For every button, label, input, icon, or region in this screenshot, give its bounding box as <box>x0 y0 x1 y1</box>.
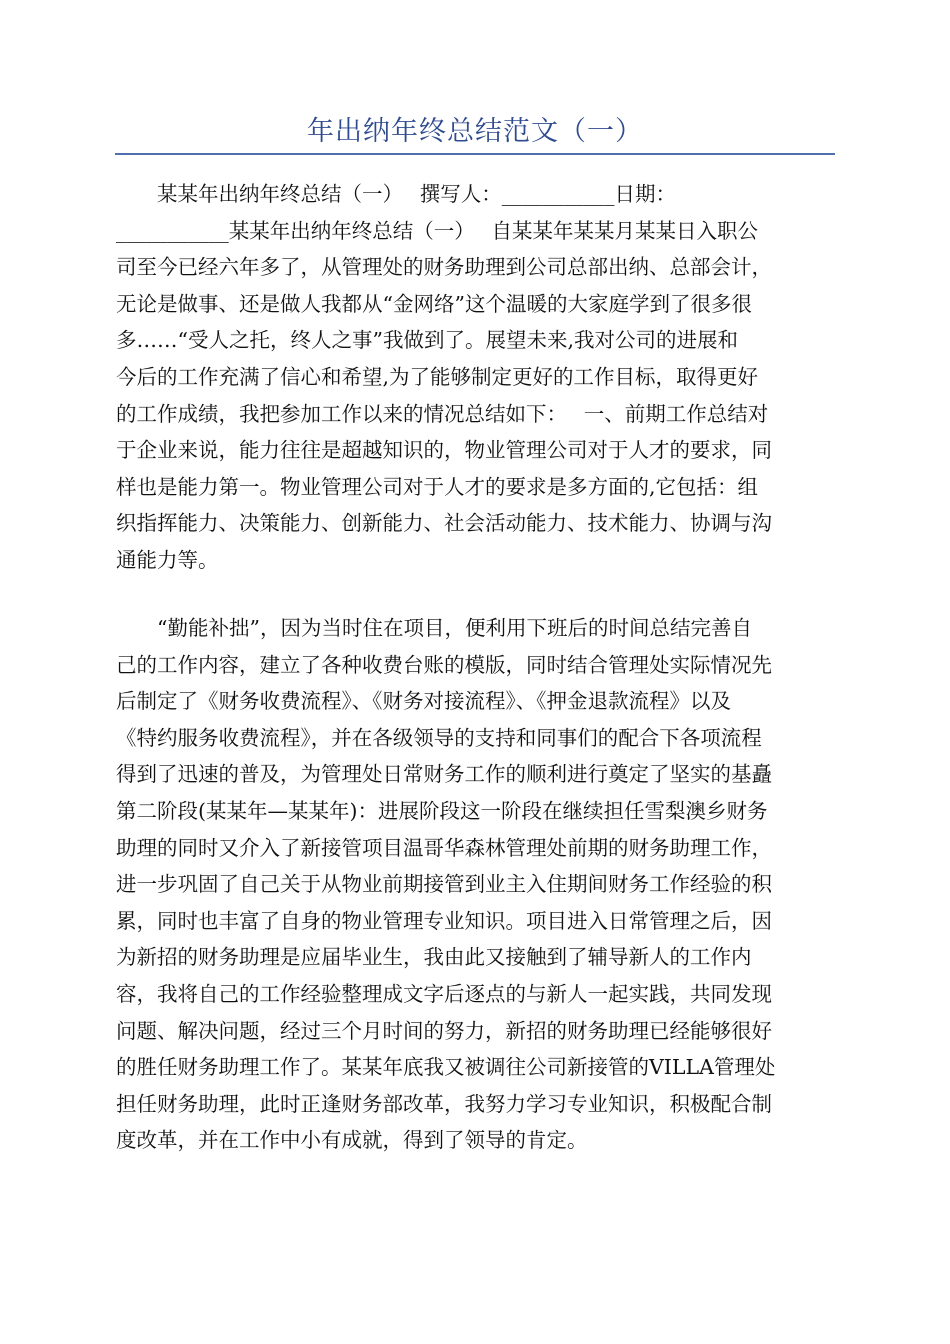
text-line: 助理的同时又介入了新接管项目温哥华森林管理处前期的财务助理工作， <box>116 835 772 860</box>
text-line: 织指挥能力、决策能力、创新能力、社会活动能力、技术能力、协调与沟 <box>116 511 772 536</box>
text-line: 度改革，并在工作中小有成就，得到了领导的肯定。 <box>116 1128 588 1153</box>
text-line: 后制定了《财务收费流程》、《财务对接流程》、《押金退款流程》以及 <box>116 689 731 714</box>
text-line: 己的工作内容，建立了各种收费台账的模版，同时结合管理处实际情况先 <box>116 652 772 677</box>
text-line: 样也是能力第一。物业管理公司对于人才的要求是多方面的,它包括：组 <box>116 474 759 499</box>
text-line: 于企业来说，能力往往是超越知识的，物业管理公司对于人才的要求，同 <box>116 438 772 463</box>
text-line: 累，同时也丰富了自身的物业管理专业知识。项目进入日常管理之后，因 <box>116 908 772 933</box>
text-line: 无论是做事、还是做人我都从“金网络”这个温暖的大家庭学到了很多很 <box>116 291 752 316</box>
text-line: 得到了迅速的普及，为管理处日常财务工作的顺利进行奠定了坚实的基矗 <box>116 762 772 787</box>
text-line: 《特约服务收费流程》，并在各级领导的支持和同事们的配合下各项流程 <box>116 725 762 750</box>
text-line: 担任财务助理，此时正逢财务部改革，我努力学习专业知识，积极配合制 <box>116 1091 772 1116</box>
text-line: 容，我将自己的工作经验整理成文字后逐点的与新人一起实践，共同发现 <box>116 981 772 1006</box>
text-line: 今后的工作充满了信心和希望,为了能够制定更好的工作目标，取得更好 <box>116 364 759 389</box>
text-line: 为新招的财务助理是应届毕业生，我由此又接触到了辅导新人的工作内 <box>116 945 752 970</box>
text-line: 的工作成绩，我把参加工作以来的情况总结如下： 一、前期工作总结对 <box>116 401 769 426</box>
text-line: 多……“受人之托，终人之事”我做到了。展望未来,我对公司的进展和 <box>116 328 738 353</box>
text-line: 司至今已经六年多了，从管理处的财务助理到公司总部出纳、总部会计， <box>116 255 772 280</box>
text-line: 第二阶段(某某年—某某年)：进展阶段这一阶段在继续担任雪梨澳乡财务 <box>116 798 768 823</box>
text-line: 进一步巩固了自己关于从物业前期接管到业主入住期间财务工作经验的积 <box>116 872 772 897</box>
text-line: “勤能补拙”，因为当时住在项目，便利用下班后的时间总结完善自 <box>116 616 752 640</box>
paragraph-1 <box>116 176 834 579</box>
document-title: 年出纳年终总结范文（一） <box>307 116 643 147</box>
paragraph-2 <box>116 610 834 1159</box>
text-line: 问题、解决问题，经过三个月时间的努力，新招的财务助理已经能够很好 <box>116 1018 772 1043</box>
title-underline <box>115 153 835 155</box>
text-line: 通能力等。 <box>116 547 219 572</box>
text-line: 某某年出纳年终总结（一） 撰写人：___________日期： <box>116 182 677 206</box>
text-line: 的胜任财务助理工作了。某某年底我又被调往公司新接管的VILLA管理处 <box>116 1055 776 1080</box>
text-line: ___________某某年出纳年终总结（一） 自某某年某某月某某日入职公 <box>116 218 759 243</box>
